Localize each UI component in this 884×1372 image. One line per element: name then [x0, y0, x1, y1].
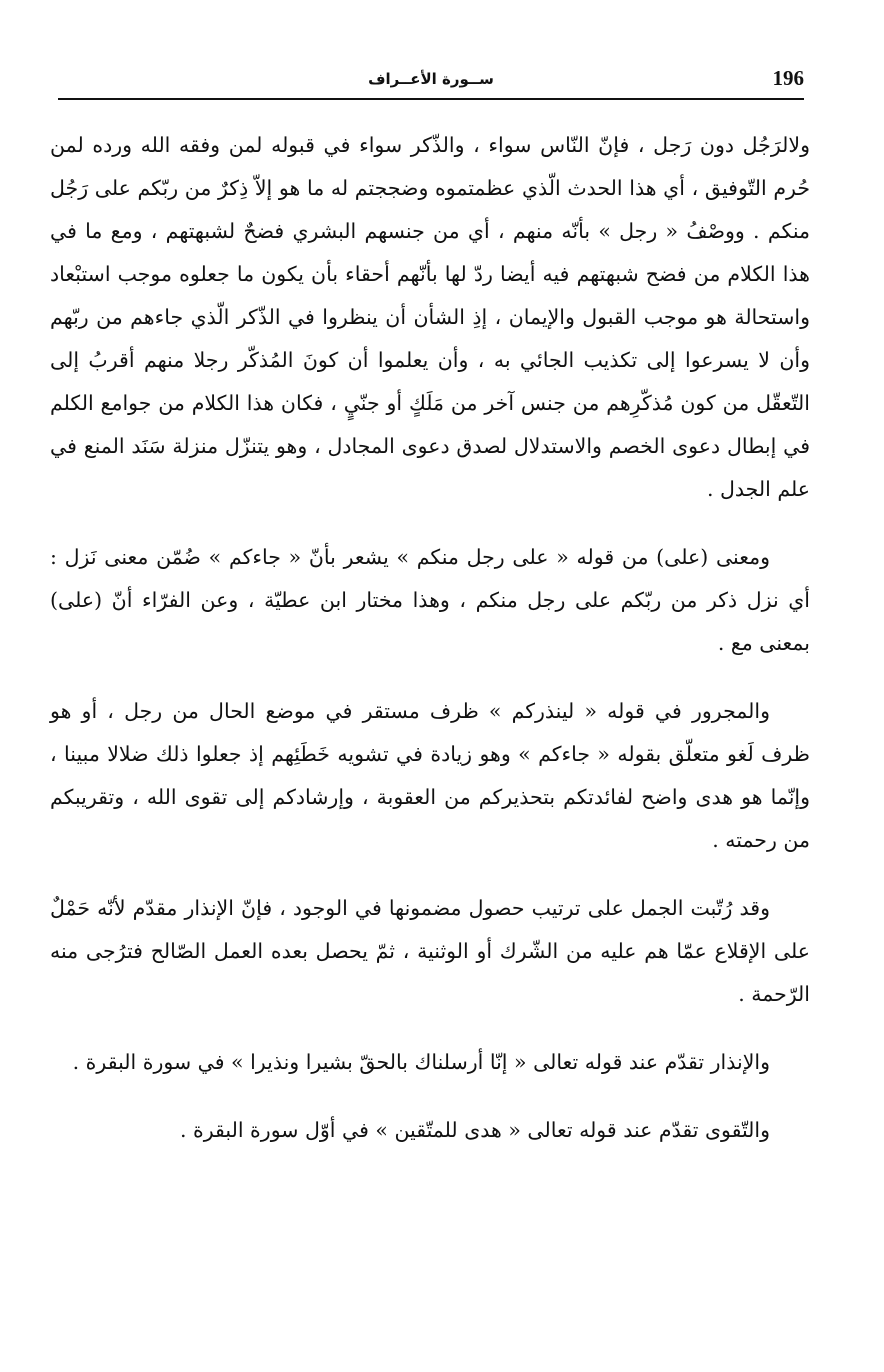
page-number: 196	[772, 66, 804, 90]
paragraph-3: والمجرور في قوله « لينذركم » ظرف مستقر في موضع الحال من رجل ، أو هو ظرف لَغو متعلّق بقوله « جاءكم » وهو زيادة في تشويه خَطَئِهم إذ جعلوا ذلك ضلالا مبينا ، وإنّما هو هدى واضح لفائدتكم بتحذيركم من العقوبة ، وإرشادكم إلى تقوى الله ، وتقريبكم من رحمته .	[50, 699, 810, 852]
paragraph-4: وقد رُتّبت الجمل على ترتيب حصول مضمونها في الوجود ، فإنّ الإنذار مقدّم لأنّه حَمْلٌ على الإقلاع عمّا هم عليه من الشّرك أو الوثنية ، ثمّ يحصل بعده العمل الصّالح فترُجى منه الرّحمة .	[50, 896, 810, 1006]
header-rule	[58, 98, 804, 100]
running-title: ســورة الأعــراف	[368, 70, 494, 88]
paragraph-2: ومعنى (على) من قوله « على رجل منكم » يشعر بأنّ « جاءكم » ضُمّن معنى نَزل : أي نزل ذكر من ربّكم على رجل منكم ، وهذا مختار ابن عطيّة ، وعن الفرّاء أنّ (على) بمعنى مع .	[50, 545, 810, 655]
paragraph-5: والإنذار تقدّم عند قوله تعالى « إنّا أرسلناك بالحقّ بشيرا ونذيرا » في سورة البقرة .	[72, 1050, 770, 1074]
body-text	[50, 124, 810, 1177]
paragraph-6: والتّقوى تقدّم عند قوله تعالى « هدى للمتّقين » في أوّل سورة البقرة .	[179, 1118, 770, 1142]
paragraph-1: ولالرَجُل دون رَجل ، فإنّ النّاس سواء ، والذّكر سواء في قبوله لمن وفقه الله ورده لمن حُرم التّوفيق ، أي هذا الحدث الّذي عظمتموه وضججتم له ما هو إلاّ ذِكرٌ من ربّكم على رَجُل منكم . ووصْفُ « رجل » بأنّه منهم ، أي من جنسهم البشري فضحٌ لشبهتهم ، ومع ما في هذا الكلام من فضح شبهتهم فيه أيضا ردّ لها بأنّهم أحقاء بأن يكون ما جعلوه موجب استبْعاد واستحالة هو موجب القبول والإيمان ، إذِ الشأن أن ينظروا في الذّكر الّذي جاءهم من ربّهم وأن لا يسرعوا إلى تكذيب الجائي به ، وأن يعلموا أن كونَ المُذكّر رجلا منهم أقربُ إلى التّعقّل من كون مُذكّرِهم من جنس آخر من مَلَكٍ أو جنّيٍ ، فكان هذا الكلام من جوامع الكلم في إبطال دعوى الخصم والاستدلال لصدق دعوى المجادل ، وهو يتنزّل منزلة سَنَد المنع في علم الجدل .	[50, 133, 810, 501]
page-header	[58, 62, 804, 100]
